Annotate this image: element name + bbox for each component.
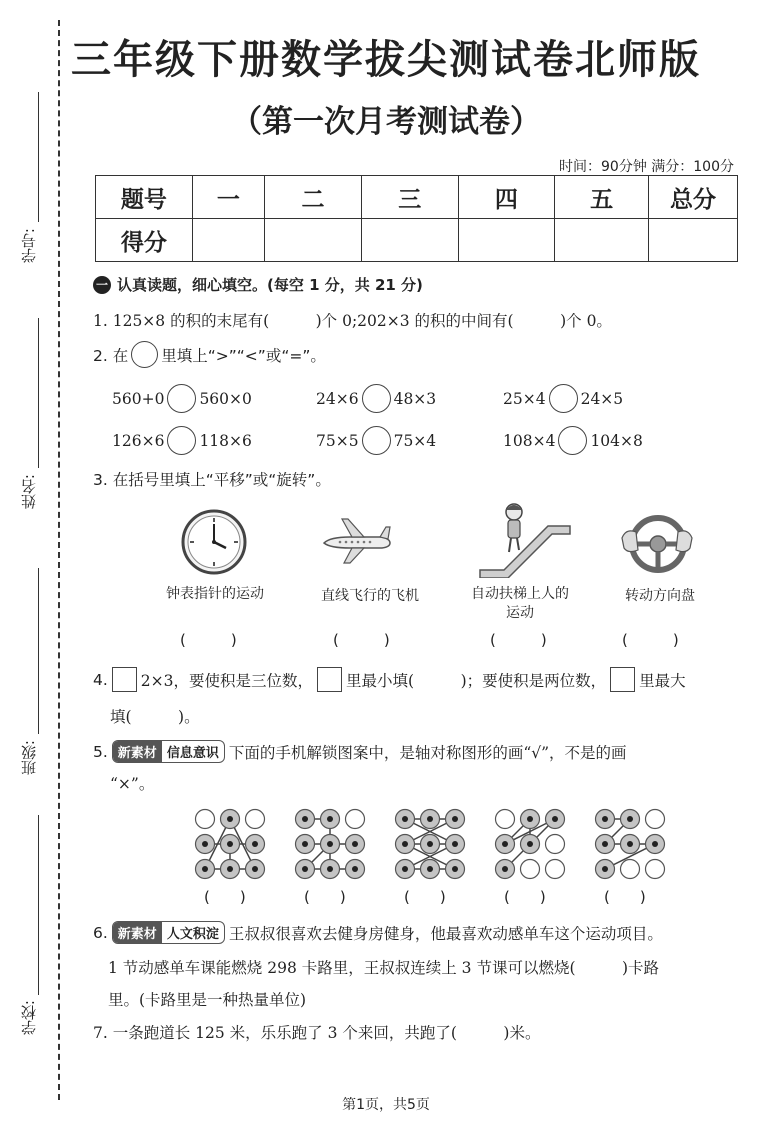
pattern-dot	[546, 835, 565, 854]
score-table-cell: 题号	[96, 176, 193, 219]
material-tag	[112, 740, 225, 763]
pattern-dot-center	[427, 866, 433, 872]
class-line	[38, 568, 39, 734]
pattern-dot-center	[452, 866, 458, 872]
score-input-cell[interactable]	[265, 219, 362, 262]
compare-circle-input[interactable]	[362, 426, 391, 455]
question-5-number: 5.	[93, 742, 108, 761]
pattern-dot	[246, 810, 265, 829]
unlock-pattern-icon	[592, 806, 668, 882]
question-4-part2: 里最小填( )；要使积是两位数，	[346, 671, 607, 690]
score-table-cell: 二	[265, 176, 362, 219]
pattern-dot-center	[427, 841, 433, 847]
binding-dashed-line	[58, 20, 60, 1100]
pattern-dot	[196, 810, 215, 829]
score-table	[95, 175, 738, 262]
caption-steering: 转动方向盘	[625, 588, 695, 604]
pattern-dot-center	[227, 866, 233, 872]
question-4-number: 4.	[93, 670, 108, 689]
digit-box-input[interactable]	[610, 667, 635, 692]
compare-left: 126×6	[112, 431, 165, 450]
question-4-part1: 2×3，要使积是三位数，	[140, 671, 314, 690]
caption-airplane: 直线飞行的飞机	[321, 588, 419, 604]
answer-blank[interactable]: ( )	[622, 631, 679, 649]
question-2-prefix: 2. 在	[93, 346, 129, 365]
compare-left: 75×5	[316, 431, 359, 450]
time-info: 时间：90分钟 满分：100分	[559, 159, 734, 175]
question-5-line2: “×”。	[110, 775, 155, 793]
question-5-text: 下面的手机解锁图案中，是轴对称图形的画“√”，不是的画	[228, 743, 627, 762]
question-2-suffix: 里填上“>”“<”或“=”。	[161, 346, 326, 365]
compare-item	[316, 426, 436, 455]
circle-symbol	[131, 341, 158, 368]
page-subtitle: （第一次月考测试卷）	[231, 104, 541, 140]
pattern-dot-center	[602, 816, 608, 822]
answer-blank[interactable]: ( )	[490, 631, 547, 649]
unlock-pattern-icon	[492, 806, 568, 882]
compare-right: 24×5	[580, 389, 624, 408]
pattern-dot-center	[552, 816, 558, 822]
question-6-number: 6.	[93, 923, 108, 942]
question-6-line2: 1 节动感单车课能燃烧 298 卡路里，王叔叔连续上 3 节课可以燃烧( )卡路	[108, 959, 660, 977]
caption-escalator: 自动扶梯上人的运动	[471, 586, 569, 621]
pattern-dot-center	[252, 841, 258, 847]
score-input-cell[interactable]	[555, 219, 649, 262]
answer-blank[interactable]: ( )	[204, 888, 246, 906]
score-table-cell: 三	[361, 176, 458, 219]
caption-clock: 钟表指针的运动	[166, 586, 264, 602]
page-title: 三年级下册数学拔尖测试卷北师版	[71, 37, 701, 83]
pattern-dot-center	[302, 816, 308, 822]
question-5	[93, 740, 627, 763]
pattern-dot-center	[202, 866, 208, 872]
compare-left: 108×4	[503, 431, 556, 450]
compare-right: 75×4	[393, 431, 437, 450]
page-number: 第1页，共5页	[342, 1097, 430, 1113]
pattern-dot-center	[502, 841, 508, 847]
pattern-dot-center	[327, 841, 333, 847]
tag-right: 人文积淀	[166, 927, 219, 942]
pattern-dot-center	[627, 841, 633, 847]
score-input-cell[interactable]	[649, 219, 738, 262]
answer-blank[interactable]: ( )	[404, 888, 446, 906]
pattern-dot-center	[352, 866, 358, 872]
answer-blank[interactable]: ( )	[504, 888, 546, 906]
pattern-dot-center	[427, 816, 433, 822]
pattern-dot-center	[202, 841, 208, 847]
pattern-dot	[621, 860, 640, 879]
pattern-dot-center	[327, 816, 333, 822]
pattern-dot-center	[302, 866, 308, 872]
score-table-cell: 得分	[96, 219, 193, 262]
pattern-dot-center	[652, 841, 658, 847]
pattern-dot-center	[502, 866, 508, 872]
score-input-cell[interactable]	[458, 219, 555, 262]
student-id-label: 学号:	[20, 228, 38, 264]
score-table-header-row	[96, 176, 738, 219]
material-tag	[112, 921, 225, 944]
escalator-icon	[478, 500, 572, 578]
pattern-dot-center	[627, 816, 633, 822]
compare-circle-input[interactable]	[558, 426, 587, 455]
pattern-dot-center	[227, 841, 233, 847]
pattern-dot-center	[602, 841, 608, 847]
answer-blank[interactable]: ( )	[304, 888, 346, 906]
question-4-part3: 里最大	[639, 671, 686, 690]
question-2	[93, 341, 326, 368]
compare-item	[112, 384, 252, 413]
digit-box-input[interactable]	[112, 667, 137, 692]
tag-left: 新素材	[113, 922, 162, 943]
compare-left: 560+0	[112, 389, 165, 408]
compare-circle-input[interactable]	[167, 384, 196, 413]
score-table-cell: 四	[458, 176, 555, 219]
tag-right: 信息意识	[166, 746, 219, 761]
pattern-dot-center	[227, 816, 233, 822]
compare-item	[503, 426, 643, 455]
question-7: 7. 一条跑道长 125 米，乐乐跑了 3 个来回，共跑了( )米。	[93, 1024, 541, 1042]
pattern-dot	[346, 810, 365, 829]
compare-item	[112, 426, 252, 455]
pattern-dot-center	[602, 866, 608, 872]
compare-circle-input[interactable]	[549, 384, 578, 413]
pattern-dot-center	[527, 816, 533, 822]
pattern-dot-center	[352, 841, 358, 847]
pattern-dot-center	[452, 816, 458, 822]
score-table-cell: 一	[192, 176, 264, 219]
compare-item	[316, 384, 436, 413]
question-1: 1. 125×8 的积的末尾有( )个 0;202×3 的积的中间有( )个 0。	[93, 312, 612, 330]
compare-circle-input[interactable]	[167, 426, 196, 455]
section-number-badge: 一	[93, 276, 111, 294]
question-6-text: 王叔叔很喜欢去健身房健身，他最喜欢动感单车这个运动项目。	[228, 924, 663, 943]
compare-left: 24×6	[316, 389, 359, 408]
compare-right: 118×6	[199, 431, 252, 450]
tag-left: 新素材	[113, 741, 162, 762]
score-input-cell[interactable]	[361, 219, 458, 262]
question-3: 3. 在括号里填上“平移”或“旋转”。	[93, 471, 331, 489]
pattern-dot-center	[302, 841, 308, 847]
score-table-cell: 总分	[649, 176, 738, 219]
compare-right: 560×0	[199, 389, 252, 408]
name-label: 姓名:	[20, 474, 38, 510]
unlock-pattern-icon	[292, 806, 368, 882]
unlock-pattern-icon	[392, 806, 468, 882]
question-6	[93, 921, 663, 944]
score-table-score-row	[96, 219, 738, 262]
compare-item	[503, 384, 623, 413]
pattern-dot-center	[252, 866, 258, 872]
answer-blank[interactable]: ( )	[180, 631, 237, 649]
unlock-pattern-icon	[192, 806, 268, 882]
score-input-cell[interactable]	[192, 219, 264, 262]
name-line	[38, 318, 39, 468]
compare-right: 104×8	[590, 431, 643, 450]
school-line	[38, 815, 39, 995]
airplane-icon	[320, 515, 392, 567]
pattern-dot	[496, 810, 515, 829]
pattern-dot-center	[402, 841, 408, 847]
pattern-dot-center	[327, 866, 333, 872]
steering-wheel-icon	[620, 510, 694, 576]
question-4-line2: 填( )。	[110, 708, 200, 726]
pattern-dot-center	[527, 841, 533, 847]
pattern-dot-center	[402, 816, 408, 822]
score-table-cell: 五	[555, 176, 649, 219]
section-heading	[93, 274, 423, 295]
school-label: 学校:	[20, 1000, 38, 1036]
answer-blank[interactable]: ( )	[333, 631, 390, 649]
compare-left: 25×4	[503, 389, 546, 408]
pattern-dot	[521, 860, 540, 879]
class-label: 班级:	[20, 740, 38, 776]
answer-blank[interactable]: ( )	[604, 888, 646, 906]
question-6-line3: 里。(卡路里是一种热量单位)	[108, 991, 307, 1009]
pattern-dot-center	[402, 866, 408, 872]
compare-right: 48×3	[393, 389, 437, 408]
question-4	[93, 667, 686, 692]
pattern-dot-center	[452, 841, 458, 847]
section-title: 认真读题，细心填空。(每空 1 分，共 21 分)	[117, 276, 423, 294]
digit-box-input[interactable]	[317, 667, 342, 692]
pattern-dot	[546, 860, 565, 879]
compare-circle-input[interactable]	[362, 384, 391, 413]
pattern-dot	[646, 860, 665, 879]
clock-icon	[180, 508, 248, 576]
pattern-dot	[646, 810, 665, 829]
